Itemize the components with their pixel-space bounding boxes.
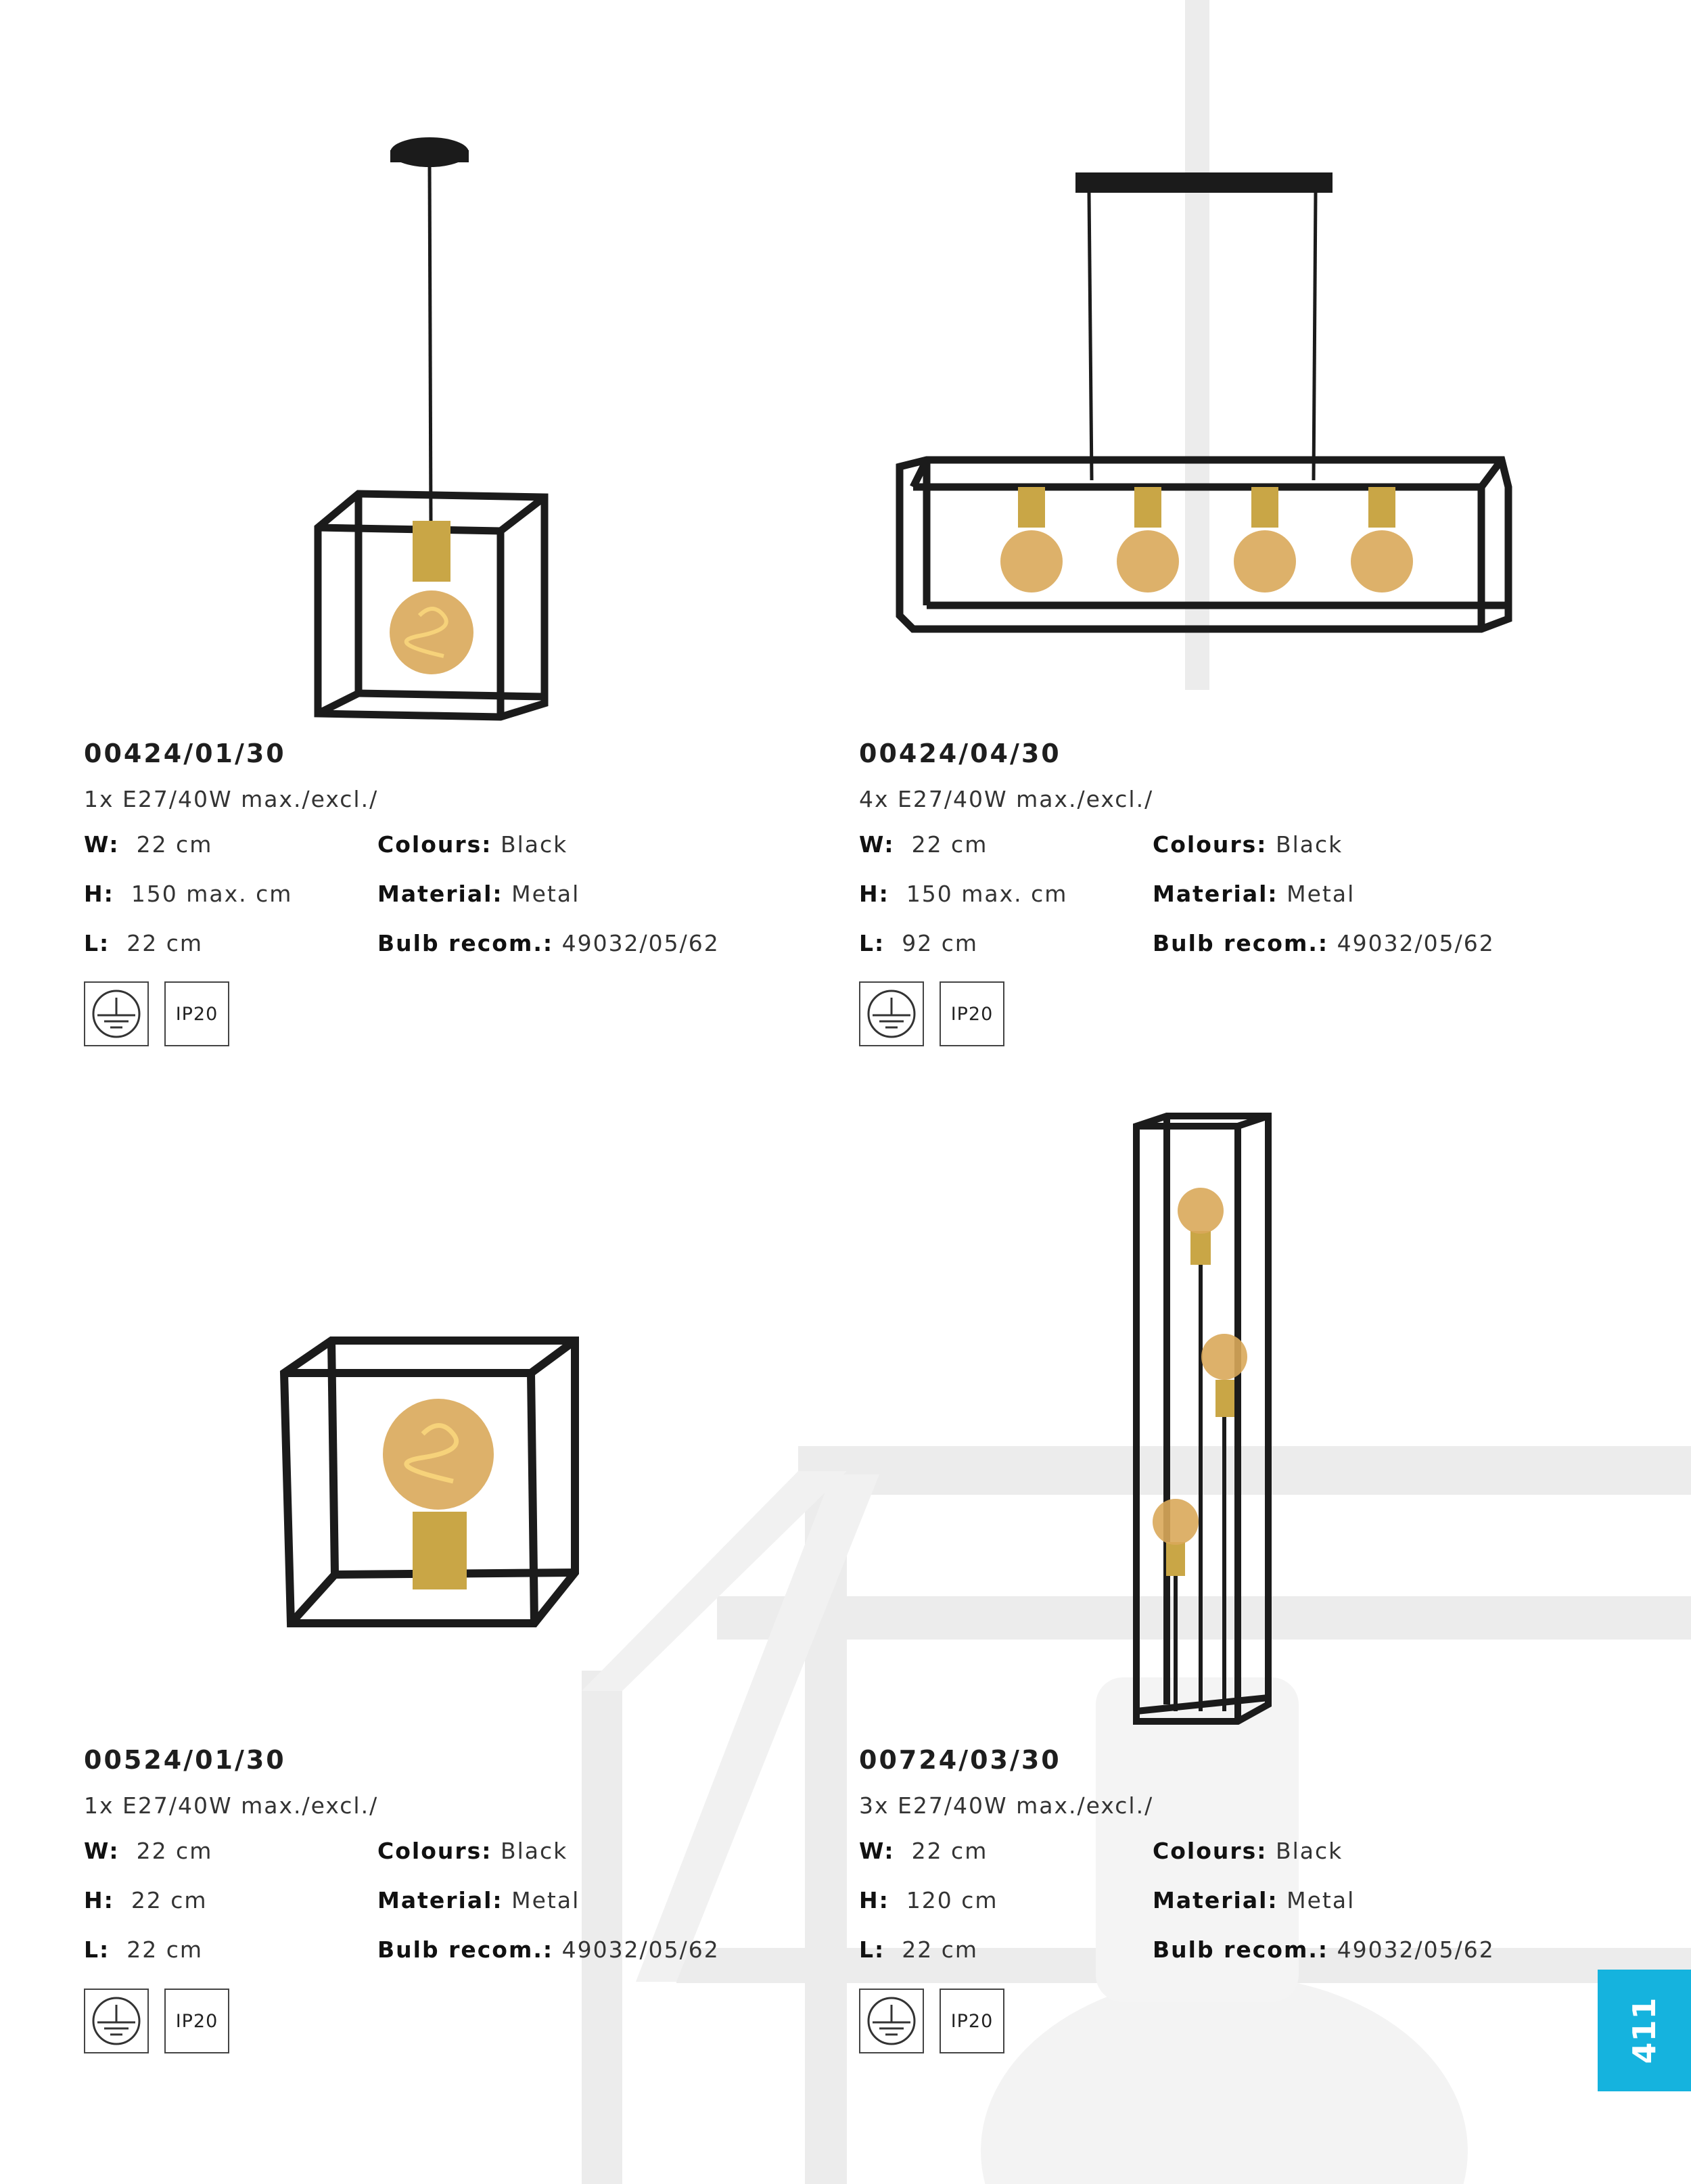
width-label: W: <box>859 1838 895 1864</box>
product-photo-pendant-cube <box>291 129 575 724</box>
product-photo-linear-pendant <box>886 169 1522 643</box>
bulb-recom-value: 49032/05/62 <box>1337 1936 1495 1963</box>
length-label: L: <box>859 930 885 956</box>
bulb-recom-label: Bulb recom.: <box>1153 930 1329 956</box>
product-photo-table-cube <box>271 1326 595 1644</box>
material-value: Metal <box>511 881 580 907</box>
colours-label: Colours: <box>377 1838 492 1864</box>
width-value: 22 cm <box>136 1838 213 1864</box>
earth-ground-icon <box>84 981 149 1046</box>
length-value: 22 cm <box>126 930 203 956</box>
material-label: Material: <box>377 881 503 907</box>
material-value: Metal <box>1287 881 1356 907</box>
product-photo-floor-lamp <box>1123 1109 1285 1732</box>
height-label: H: <box>859 1887 889 1913</box>
colours-label: Colours: <box>1153 831 1268 858</box>
material-label: Material: <box>1153 1887 1278 1913</box>
colours-value: Black <box>1275 1838 1343 1864</box>
height-label: H: <box>84 1887 114 1913</box>
width-label: W: <box>84 1838 120 1864</box>
ip-rating-badge: IP20 <box>164 981 229 1046</box>
bulb-spec: 3x E27/40W max./excl./ <box>859 1792 1154 1819</box>
length-label: L: <box>84 930 110 956</box>
colours-value: Black <box>500 1838 568 1864</box>
colours-value: Black <box>500 831 568 858</box>
length-value: 22 cm <box>902 1936 978 1963</box>
length-label: L: <box>859 1936 885 1963</box>
product-block-00724-03-30 <box>859 1745 1603 1993</box>
product-block-00524-01-30 <box>84 1745 828 1993</box>
material-value: Metal <box>511 1887 580 1913</box>
height-value: 150 max. cm <box>906 881 1068 907</box>
page-number-tab <box>1598 1970 1691 2091</box>
width-label: W: <box>859 831 895 858</box>
width-value: 22 cm <box>911 831 988 858</box>
product-code: 00724/03/30 <box>859 1745 1061 1775</box>
bulb-recom-label: Bulb recom.: <box>1153 1936 1329 1963</box>
bulb-recom-value: 49032/05/62 <box>561 930 720 956</box>
height-label: H: <box>859 881 889 907</box>
bulb-recom-value: 49032/05/62 <box>1337 930 1495 956</box>
ip-rating-badge: IP20 <box>940 981 1004 1046</box>
bulb-recom-value: 49032/05/62 <box>561 1936 720 1963</box>
length-value: 92 cm <box>902 930 978 956</box>
height-value: 150 max. cm <box>131 881 293 907</box>
product-block-00424-01-30 <box>84 739 828 987</box>
width-value: 22 cm <box>136 831 213 858</box>
earth-ground-icon <box>859 981 924 1046</box>
material-label: Material: <box>1153 881 1278 907</box>
bulb-spec: 1x E27/40W max./excl./ <box>84 786 379 812</box>
length-value: 22 cm <box>126 1936 203 1963</box>
product-block-00424-04-30 <box>859 739 1603 987</box>
ip-rating-badge: IP20 <box>940 1989 1004 2053</box>
width-value: 22 cm <box>911 1838 988 1864</box>
product-code: 00424/04/30 <box>859 739 1061 768</box>
height-value: 120 cm <box>906 1887 998 1913</box>
colours-label: Colours: <box>377 831 492 858</box>
bulb-spec: 1x E27/40W max./excl./ <box>84 1792 379 1819</box>
colours-value: Black <box>1275 831 1343 858</box>
material-label: Material: <box>377 1887 503 1913</box>
page-number: 411 <box>1626 1997 1663 2064</box>
height-label: H: <box>84 881 114 907</box>
width-label: W: <box>84 831 120 858</box>
bulb-recom-label: Bulb recom.: <box>377 930 554 956</box>
material-value: Metal <box>1287 1887 1356 1913</box>
bulb-spec: 4x E27/40W max./excl./ <box>859 786 1154 812</box>
length-label: L: <box>84 1936 110 1963</box>
product-code: 00524/01/30 <box>84 1745 286 1775</box>
colours-label: Colours: <box>1153 1838 1268 1864</box>
height-value: 22 cm <box>131 1887 208 1913</box>
bulb-recom-label: Bulb recom.: <box>377 1936 554 1963</box>
earth-ground-icon <box>84 1989 149 2053</box>
ip-rating-badge: IP20 <box>164 1989 229 2053</box>
product-code: 00424/01/30 <box>84 739 286 768</box>
earth-ground-icon <box>859 1989 924 2053</box>
